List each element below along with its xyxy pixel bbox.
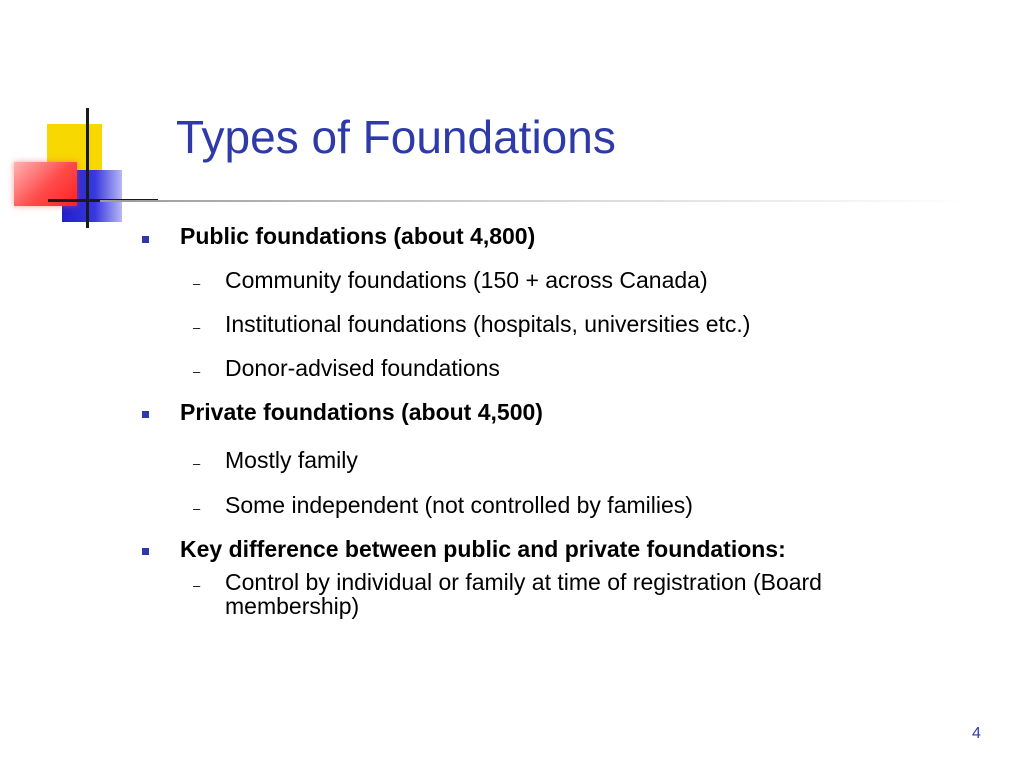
dash-marker: – xyxy=(193,364,201,379)
bullet-marker xyxy=(142,548,149,555)
subitem-donor-advised: Donor-advised foundations xyxy=(225,355,500,381)
subitem-mostly-family: Mostly family xyxy=(225,447,358,473)
subitem-community-foundations: Community foundations (150 + across Canada) xyxy=(225,267,708,293)
subitem-some-independent: Some independent (not controlled by families) xyxy=(225,492,693,518)
title-divider xyxy=(100,200,970,202)
dash-marker: – xyxy=(193,320,201,335)
bullet-public-foundations: Public foundations (about 4,800) xyxy=(180,223,536,249)
bullet-private-foundations: Private foundations (about 4,500) xyxy=(180,399,543,425)
slide-logo xyxy=(0,0,160,240)
dash-marker: – xyxy=(193,501,201,516)
dash-marker: – xyxy=(193,456,201,471)
subitem-institutional-foundations: Institutional foundations (hospitals, universities etc.) xyxy=(225,311,751,337)
logo-vertical-line xyxy=(86,108,89,228)
subitem-control-by-individual: Control by individual or family at time of registration (Board xyxy=(225,569,822,595)
bullet-key-difference: Key difference between public and private foundations: xyxy=(180,536,786,562)
dash-marker: – xyxy=(193,276,201,291)
dash-marker: – xyxy=(193,578,201,593)
bullet-marker xyxy=(142,236,149,243)
slide-title: Types of Foundations xyxy=(176,111,616,163)
page-number: 4 xyxy=(972,725,981,742)
subitem-control-by-individual-continued: membership) xyxy=(225,593,360,619)
bullet-marker xyxy=(142,411,149,418)
